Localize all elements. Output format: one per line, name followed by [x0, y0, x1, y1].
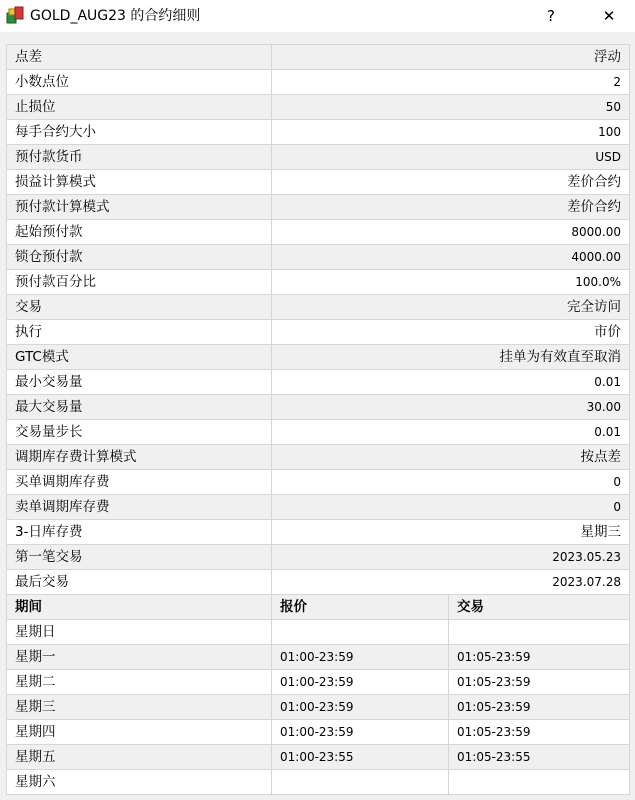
property-label: 最后交易 — [7, 570, 272, 595]
property-value: 挂单为有效直至取消 — [272, 345, 630, 370]
specification-table — [6, 44, 630, 795]
schedule-header-trade[interactable]: 交易 — [449, 595, 630, 620]
schedule-trade-hours — [449, 770, 630, 795]
property-row[interactable] — [7, 570, 630, 595]
property-label: 执行 — [7, 320, 272, 345]
property-value: 50 — [272, 95, 630, 120]
window-title: GOLD_AUG23 的合约细则 — [30, 8, 201, 24]
schedule-row[interactable] — [7, 620, 630, 645]
property-value: 差价合约 — [272, 195, 630, 220]
property-label: 预付款货币 — [7, 145, 272, 170]
schedule-row[interactable] — [7, 670, 630, 695]
property-value: 2 — [272, 70, 630, 95]
property-row[interactable] — [7, 170, 630, 195]
app-icon — [6, 6, 24, 24]
schedule-quote-hours — [272, 620, 449, 645]
property-row[interactable] — [7, 445, 630, 470]
property-value: 星期三 — [272, 520, 630, 545]
schedule-quote-hours: 01:00-23:59 — [272, 720, 449, 745]
property-value: 30.00 — [272, 395, 630, 420]
schedule-quote-hours: 01:00-23:59 — [272, 695, 449, 720]
property-label: 每手合约大小 — [7, 120, 272, 145]
property-value: 差价合约 — [272, 170, 630, 195]
property-value: 2023.07.28 — [272, 570, 630, 595]
property-value: 市价 — [272, 320, 630, 345]
property-label: 小数点位 — [7, 70, 272, 95]
property-value: 0 — [272, 470, 630, 495]
property-row[interactable] — [7, 345, 630, 370]
property-row[interactable] — [7, 95, 630, 120]
property-row[interactable] — [7, 420, 630, 445]
property-row[interactable] — [7, 70, 630, 95]
property-label: 点差 — [7, 45, 272, 70]
property-row[interactable] — [7, 195, 630, 220]
property-label: 损益计算模式 — [7, 170, 272, 195]
property-value: 2023.05.23 — [272, 545, 630, 570]
help-icon: ? — [547, 7, 555, 25]
property-label: 锁仓预付款 — [7, 245, 272, 270]
property-row[interactable] — [7, 395, 630, 420]
schedule-trade-hours: 01:05-23:55 — [449, 745, 630, 770]
property-label: 卖单调期库存费 — [7, 495, 272, 520]
schedule-quote-hours: 01:00-23:55 — [272, 745, 449, 770]
property-row[interactable] — [7, 220, 630, 245]
property-value: 100 — [272, 120, 630, 145]
property-row[interactable] — [7, 245, 630, 270]
property-label: 第一笔交易 — [7, 545, 272, 570]
schedule-row[interactable] — [7, 720, 630, 745]
property-value: 4000.00 — [272, 245, 630, 270]
schedule-header-row — [7, 595, 630, 620]
schedule-day: 星期一 — [7, 645, 272, 670]
schedule-row[interactable] — [7, 770, 630, 795]
property-label: 预付款计算模式 — [7, 195, 272, 220]
property-row[interactable] — [7, 470, 630, 495]
property-label: 预付款百分比 — [7, 270, 272, 295]
property-label: 调期库存费计算模式 — [7, 445, 272, 470]
property-label: GTC模式 — [7, 345, 272, 370]
title-bar — [0, 0, 635, 32]
schedule-row[interactable] — [7, 695, 630, 720]
schedule-day: 星期日 — [7, 620, 272, 645]
property-row[interactable] — [7, 370, 630, 395]
property-row[interactable] — [7, 545, 630, 570]
property-label: 买单调期库存费 — [7, 470, 272, 495]
schedule-row[interactable] — [7, 745, 630, 770]
property-value: 8000.00 — [272, 220, 630, 245]
property-value: 完全访问 — [272, 295, 630, 320]
property-row[interactable] — [7, 320, 630, 345]
property-row[interactable] — [7, 45, 630, 70]
schedule-row[interactable] — [7, 645, 630, 670]
schedule-header-period[interactable]: 期间 — [7, 595, 272, 620]
schedule-day: 星期二 — [7, 670, 272, 695]
schedule-day: 星期三 — [7, 695, 272, 720]
property-row[interactable] — [7, 120, 630, 145]
help-button[interactable] — [528, 0, 574, 32]
property-label: 起始预付款 — [7, 220, 272, 245]
schedule-trade-hours: 01:05-23:59 — [449, 695, 630, 720]
property-value: 浮动 — [272, 45, 630, 70]
property-row[interactable] — [7, 270, 630, 295]
close-icon: ✕ — [602, 7, 616, 25]
schedule-quote-hours — [272, 770, 449, 795]
property-label: 交易 — [7, 295, 272, 320]
property-value: 0.01 — [272, 420, 630, 445]
property-row[interactable] — [7, 520, 630, 545]
schedule-trade-hours: 01:05-23:59 — [449, 720, 630, 745]
property-label: 最小交易量 — [7, 370, 272, 395]
schedule-header-quote[interactable]: 报价 — [272, 595, 449, 620]
schedule-trade-hours — [449, 620, 630, 645]
schedule-quote-hours: 01:00-23:59 — [272, 670, 449, 695]
schedule-day: 星期四 — [7, 720, 272, 745]
property-row[interactable] — [7, 145, 630, 170]
property-label: 最大交易量 — [7, 395, 272, 420]
property-row[interactable] — [7, 495, 630, 520]
schedule-trade-hours: 01:05-23:59 — [449, 645, 630, 670]
close-button[interactable] — [586, 0, 632, 32]
specification-panel — [0, 32, 635, 800]
property-value: 0.01 — [272, 370, 630, 395]
property-value: USD — [272, 145, 630, 170]
schedule-day: 星期六 — [7, 770, 272, 795]
schedule-day: 星期五 — [7, 745, 272, 770]
property-label: 3-日库存费 — [7, 520, 272, 545]
schedule-quote-hours: 01:00-23:59 — [272, 645, 449, 670]
property-label: 交易量步长 — [7, 420, 272, 445]
property-label: 止损位 — [7, 95, 272, 120]
property-row[interactable] — [7, 295, 630, 320]
property-value: 100.0% — [272, 270, 630, 295]
property-value: 按点差 — [272, 445, 630, 470]
property-value: 0 — [272, 495, 630, 520]
schedule-trade-hours: 01:05-23:59 — [449, 670, 630, 695]
